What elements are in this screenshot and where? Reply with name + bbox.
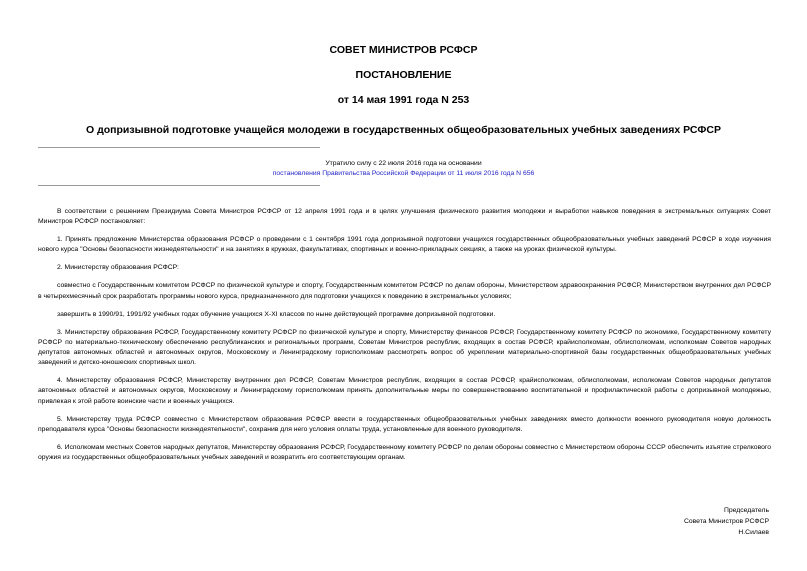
issuing-authority: СОВЕТ МИНИСТРОВ РСФСР xyxy=(329,44,478,56)
paragraph-5: 5. Министерству труда РСФСР совместно с Министерством образования РСФСР ввести в государственных общеобразовательных учебных заведениях вместо должности военного руководителя новую должность преподавателя курса "Основы безопасности жизнедеятельности", сохранив для него условия оплаты труда, установленные для военного руководителя. xyxy=(38,415,771,433)
document-body xyxy=(38,207,771,471)
status-note: Утратило силу с 22 июля 2016 года на основании xyxy=(325,160,482,167)
document-type: ПОСТАНОВЛЕНИЕ xyxy=(355,69,452,81)
paragraph-6: 6. Исполкомам местных Советов народных депутатов, Министерству образования РСФСР, Государственному комитету РСФСР по делам обороны совместно с Министерством обороны СССР обеспечить изъятие стрелкового оружия из государственных общеобразовательных учебных заведений и возвратить его соответствующим органам. xyxy=(38,443,771,462)
paragraph-3: 3. Министерству образования РСФСР, Государственному комитету РСФСР по физической культуре и спорту, Министерству финансов РСФСР, Государственному комитету РСФСР по экономике, Государственному комитету РСФСР по материально-техническому обеспечению республиканских и региональных программ, Советам Министров республик, входящих в состав РСФСР, крайисполкомам, облисполкомам, исполкомам Советов народных депутатов автономных областей и автономных округов, Московскому и Ленинградскому горисполкомам рассмотреть вопрос об укреплении материально-спортивной базы государственных общеобразовательных учебных заведений и детско-юношеских спортивных школ. xyxy=(38,328,771,367)
signature-name: Н.Силаев xyxy=(738,529,769,536)
repeal-link[interactable]: постановления Правительства Российской Федерации от 11 июля 2016 года N 656 xyxy=(272,170,535,177)
divider-top xyxy=(38,147,320,148)
paragraph-2: 2. Министерству образования РСФСР: xyxy=(57,264,179,272)
paragraph-1: 1. Принять предложение Министерства образования РСФСР о проведении с 1 сентября 1991 года допризывной подготовки учащихся государственных общеобразовательных учебных заведений РСФСР в ходе изучения нового курса "Основы безопасности жизнедеятельности" и на занятиях в кружках, факультативах, спортивных и военно-прикладных секциях, а также на уроках физической культуры. xyxy=(38,236,771,254)
paragraph-2-item-2: завершить в 1990/91, 1991/92 учебных годах обучение учащихся X-XI классов по ныне действующей программе допризывной подготовки. xyxy=(57,310,496,318)
document-title: О допризывной подготовке учащейся молодежи в государственных общеобразовательных учебных заведениях РСФСР xyxy=(86,124,721,136)
paragraph-2-item-1: совместно с Государственным комитетом РСФСР по физической культуре и спорту, Государственным комитетом РСФСР по делам обороны, Министерством здравоохранения РСФСР, Министерством внутренних дел РСФСР в четырехмесячный срок разработать программы нового курса, предназначенного для подготовки учащихся к поведению в экстремальных условиях; xyxy=(38,282,771,300)
divider-bottom xyxy=(38,185,320,186)
signature-body: Совета Министров РСФСР xyxy=(683,518,769,525)
paragraph-preamble: В соответствии с решением Президиума Совета Министров РСФСР от 12 апреля 1991 года и в целях улучшения физического развития молодежи и выработки навыков поведения в экстремальных ситуациях Совет Министров РСФСР постановляет: xyxy=(38,208,771,226)
paragraph-4: 4. Министерству образования РСФСР, Министерству внутренних дел РСФСР, Советам Министров республик, входящих в состав РСФСР, крайисполкомам, облисполкомам, исполкомам Советов народных депутатов автономных областей и автономных округов, Московскому и Ленинградскому горисполкомам принять дополнительные меры по совершенствованию воспитательной и профилактической работы с допризывной молодежью, привлекая к этой работе воинские части и военных учащихся. xyxy=(38,377,771,405)
document-date-number: от 14 мая 1991 года N 253 xyxy=(337,94,470,106)
signature-position: Председатель xyxy=(724,507,769,514)
